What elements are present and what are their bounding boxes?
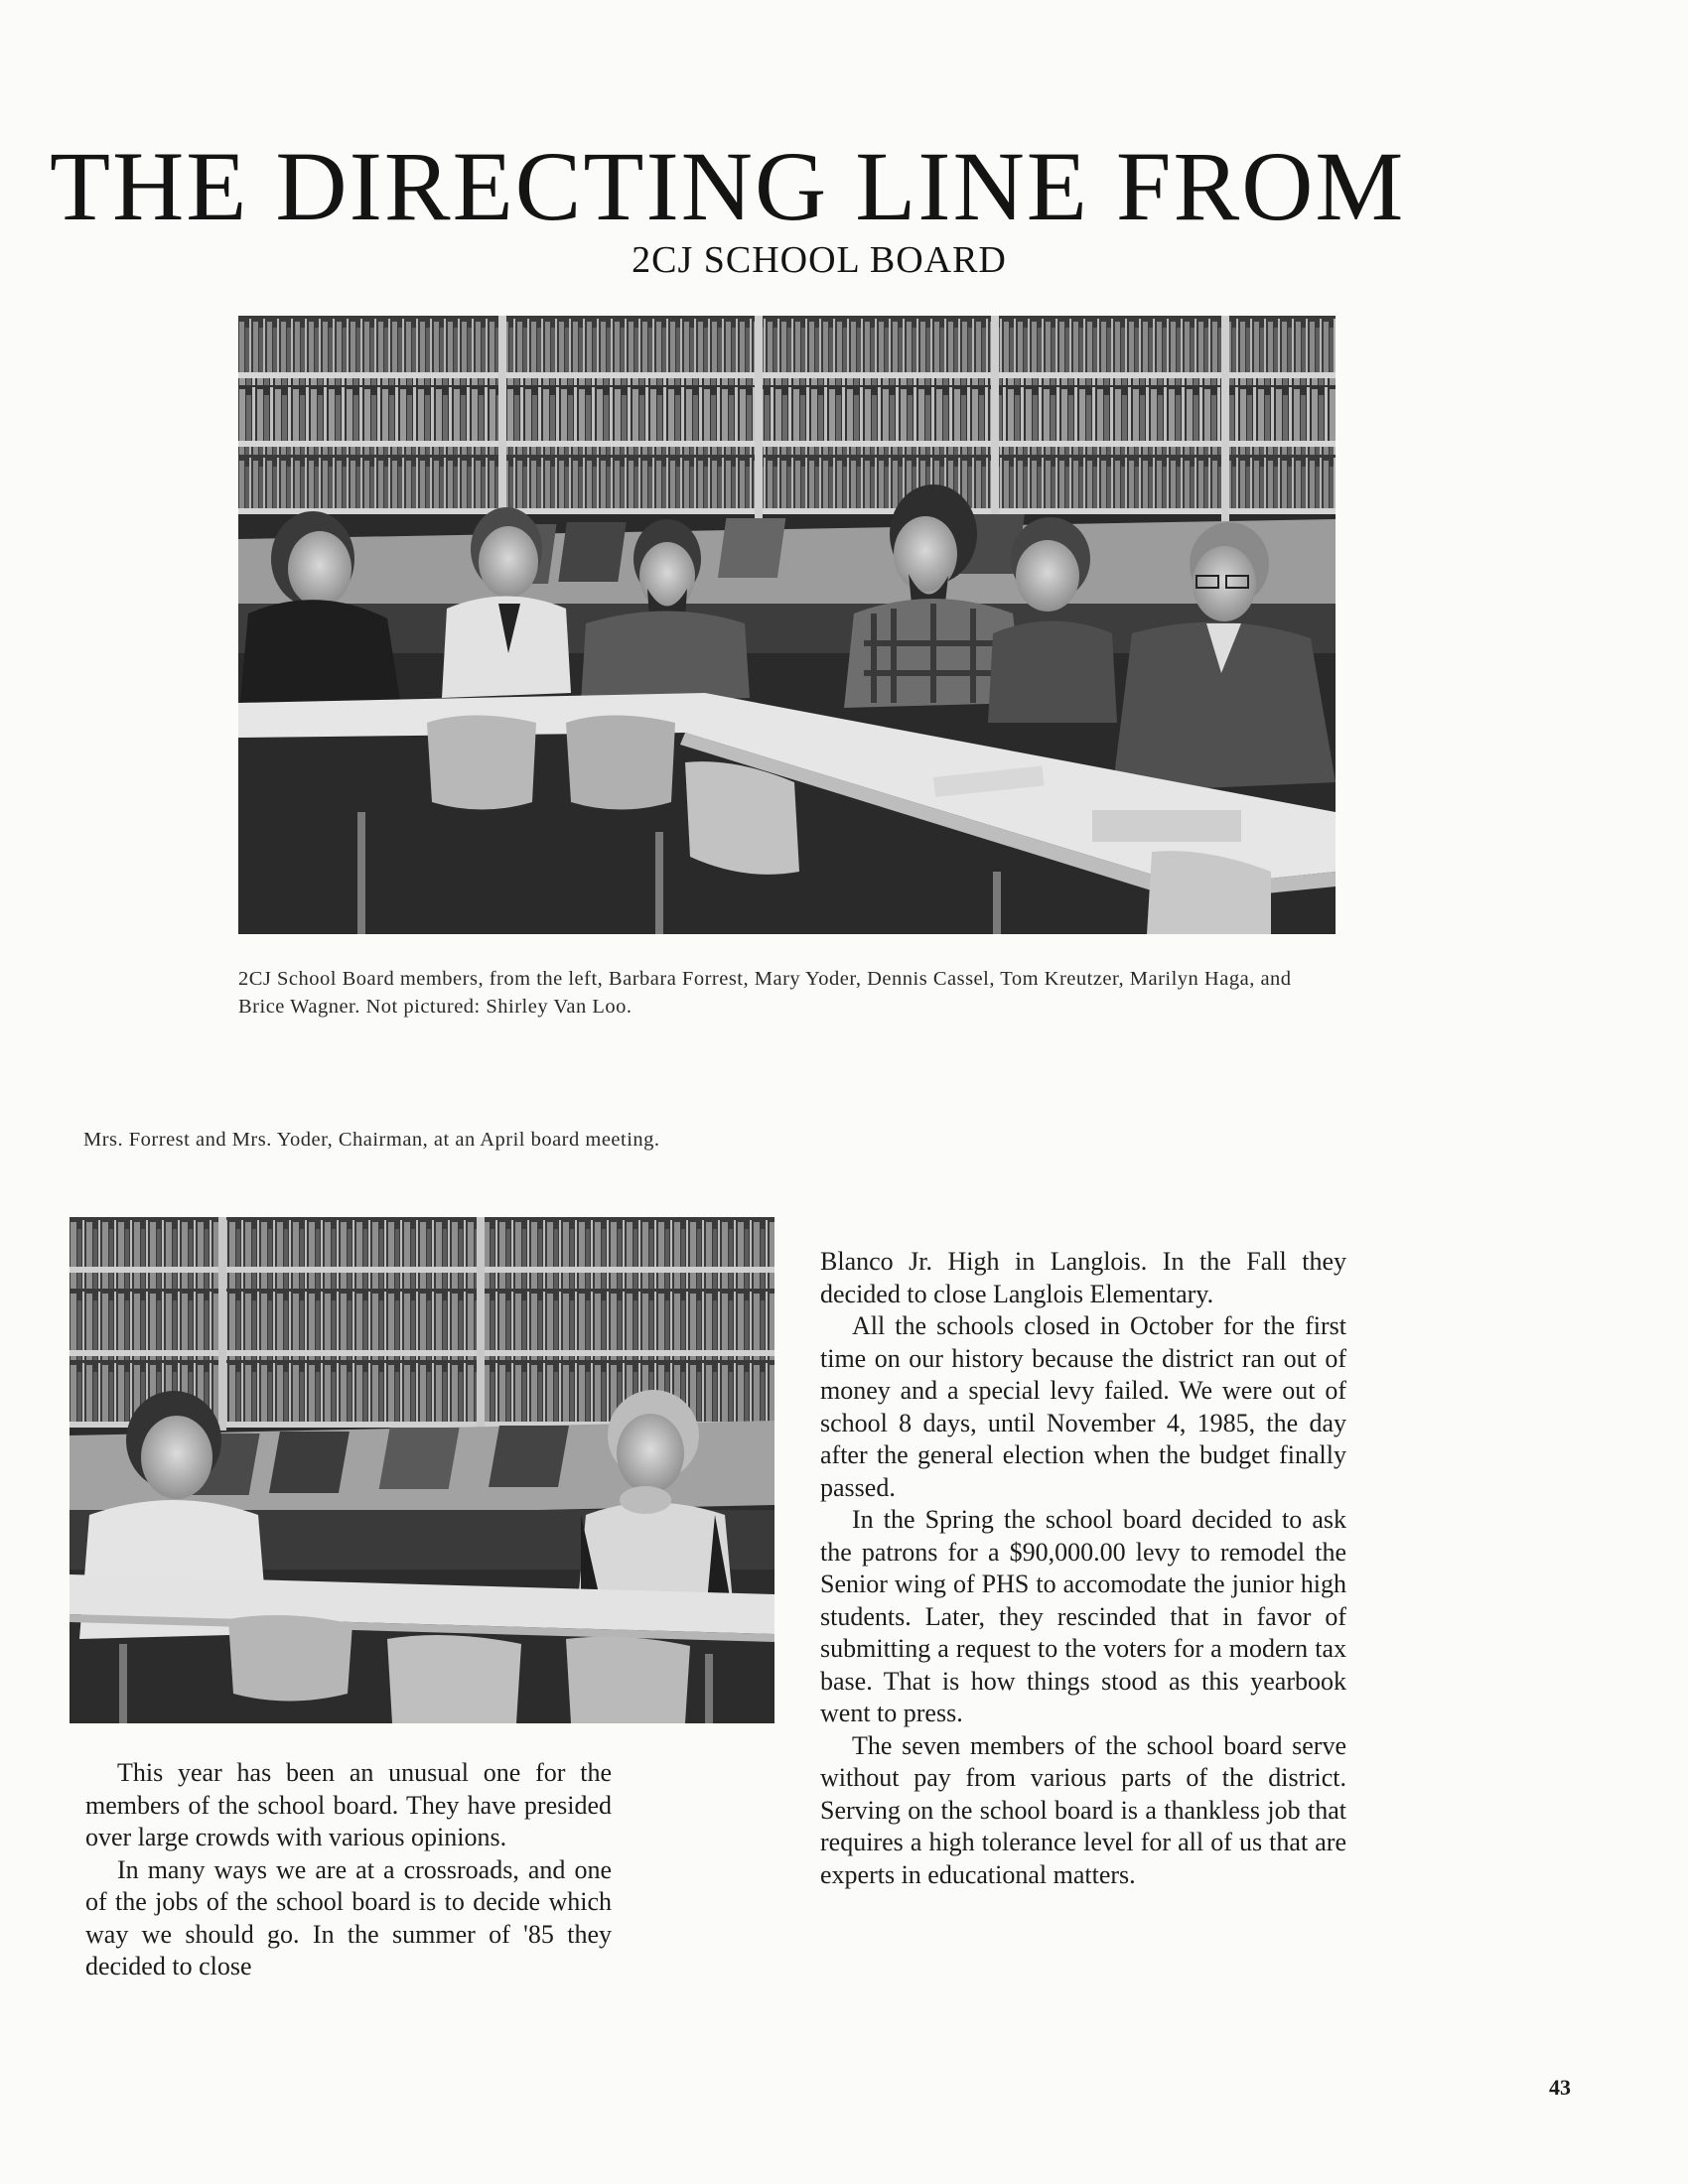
page-title: THE DIRECTING LINE FROM <box>50 131 1406 241</box>
group-photo-caption: 2CJ School Board members, from the left, Barbara Forrest, Mary Yoder, Dennis Cassel, Tom Kreutzer, Marilyn Haga, and Brice Wagner. Not pictured: Shirley Van Loo. <box>238 968 1292 1018</box>
article-paragraph: In many ways we are at a crossroads, and one of the jobs of the school board is to decide which way we should go. In the summer of '85 they decided to close <box>85 1854 612 1980</box>
page-subtitle: 2CJ SCHOOL BOARD <box>632 239 1007 281</box>
meeting-photo-image <box>70 1217 774 1723</box>
page-number: 43 <box>1549 2075 1571 2100</box>
article-column-right <box>820 1246 1346 1891</box>
article-paragraph: In the Spring the school board decided to ask the patrons for a $90,000.00 levy to remodel the Senior wing of PHS to accomodate the junior high students. Later, they rescinded that in favor of submitting a request to the voters for a modern tax base. That is how things stood as this yearbook went to press. <box>820 1505 1346 1727</box>
school-board-group-photo <box>238 316 1336 934</box>
article-paragraph: This year has been an unusual one for the members of the school board. They have presided over large crowds with various opinions. <box>85 1758 612 1851</box>
article-paragraph: Blanco Jr. High in Langlois. In the Fall they decided to close Langlois Elementary. <box>820 1247 1346 1308</box>
article-column-left <box>85 1757 612 1983</box>
meeting-photo-caption: Mrs. Forrest and Mrs. Yoder, Chairman, at an April board meeting. <box>83 1129 660 1151</box>
article-paragraph: All the schools closed in October for the first time on our history because the district ran out of money and a special levy failed. We were out of school 8 days, until November 4, 1985, the day after the general election when the budget finally passed. <box>820 1311 1346 1502</box>
board-meeting-photo <box>70 1217 774 1723</box>
article-paragraph: The seven members of the school board serve without pay from various parts of the district. Serving on the school board is a thankless job that requires a high tolerance level for all of us that are experts in educational matters. <box>820 1730 1346 1889</box>
group-photo-image <box>238 316 1336 934</box>
